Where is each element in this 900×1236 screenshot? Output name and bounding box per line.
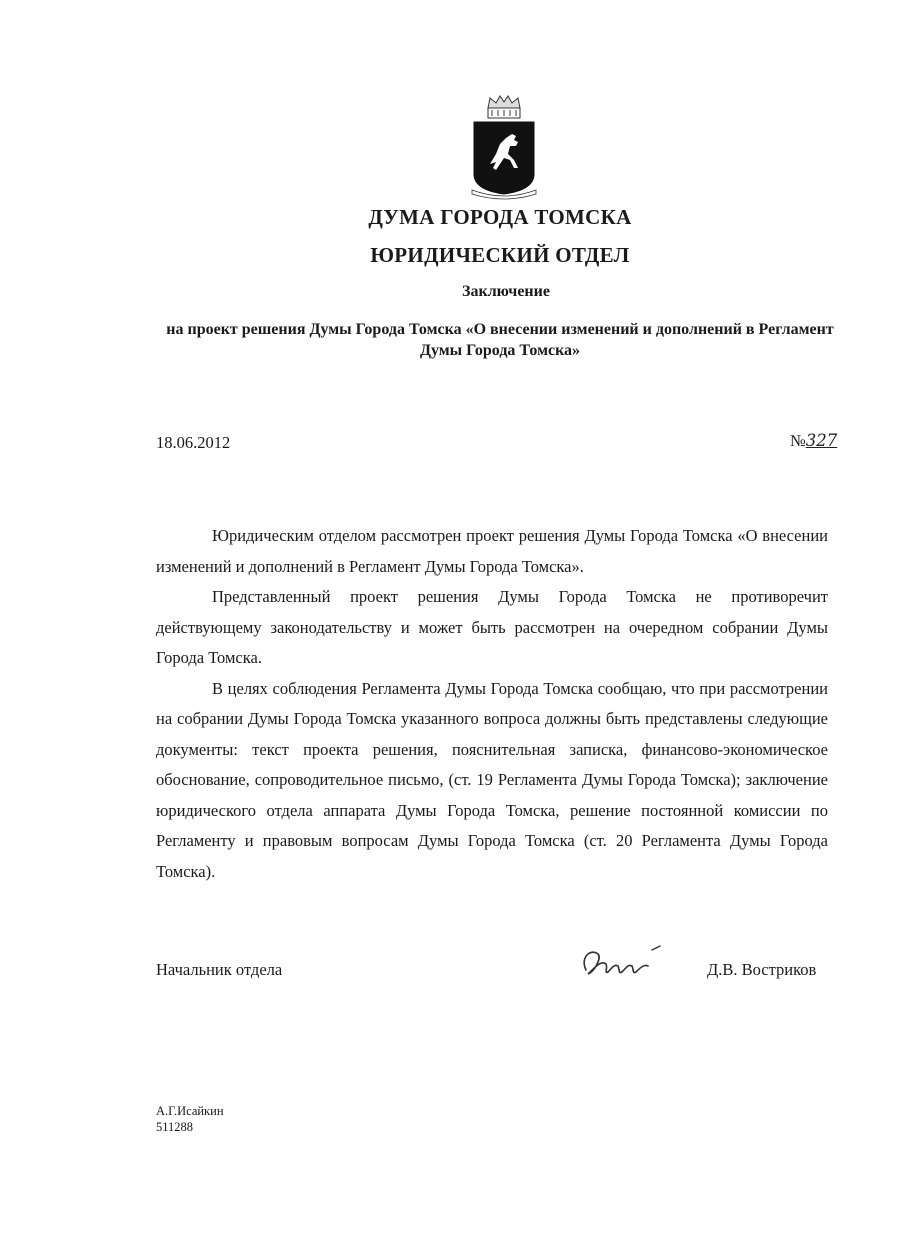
signatory-name: Д.В. Востриков xyxy=(707,960,817,979)
signatory-role: Начальник отдела xyxy=(156,960,283,979)
body-paragraph: Представленный проект решения Думы Города Томска не противоречит действующему законодательству и может быть рассмотрен на очередном собрании Думы Города Томска. xyxy=(156,587,828,667)
executor-block xyxy=(156,1103,224,1135)
department-name: ЮРИДИЧЕСКИЙ ОТДЕЛ xyxy=(370,243,630,267)
organization-name: ДУМА ГОРОДА ТОМСКА xyxy=(368,205,632,229)
number-value: 327 xyxy=(805,431,838,450)
document-subject: на проект решения Думы Города Томска «О внесении изменений и дополнений в Регламент Думы Города Томска» xyxy=(166,321,834,359)
document-body xyxy=(156,521,828,887)
number-prefix: № xyxy=(790,431,806,450)
tomsk-coat-of-arms-icon xyxy=(466,94,542,200)
executor-phone: 511288 xyxy=(156,1120,194,1134)
document-date: 18.06.2012 xyxy=(156,433,231,452)
body-paragraph: В целях соблюдения Регламента Думы Города Томска сообщаю, что при рассмотрении на собрании Думы Города Томска указанного вопроса должны быть представлены следующие документы: текст проекта решения, пояснительная записка, финансово-экономическое обоснование, сопроводительное письмо, (ст. 19 Регламента Думы Города Томска); заключение юридического отдела аппарата Думы Города Томска, решение постоянной комиссии по Регламенту и правовым вопросам Думы Города Томска (ст. 20 Регламента Думы Города Томска). xyxy=(156,678,828,881)
handwritten-signature xyxy=(572,940,664,984)
document-title: Заключение xyxy=(462,283,550,300)
executor-name: А.Г.Исайкин xyxy=(156,1104,224,1118)
document-number xyxy=(790,431,837,451)
body-paragraph: Юридическим отделом рассмотрен проект решения Думы Города Томска «О внесении изменений и дополнений в Регламент Думы Города Томска». xyxy=(156,526,828,576)
